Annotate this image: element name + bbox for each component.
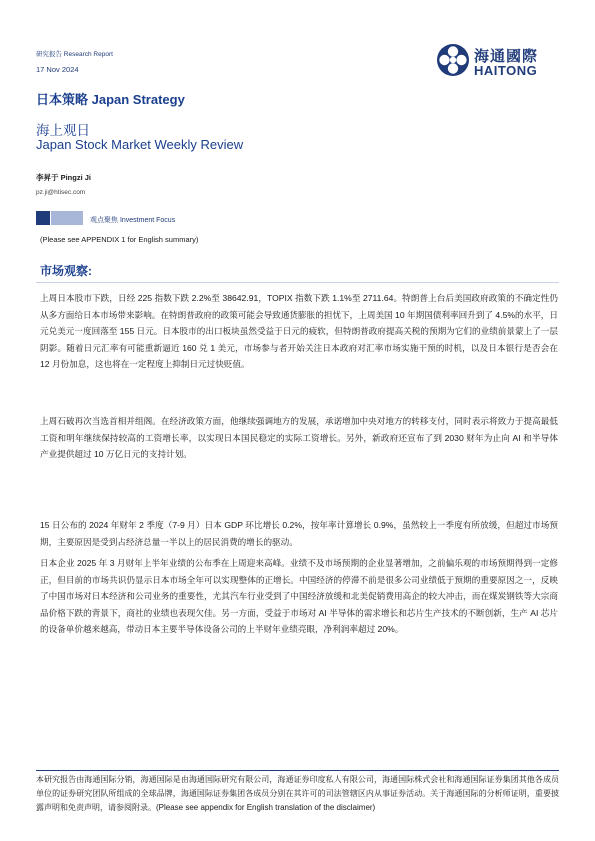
page-title-en: Japan Stock Market Weekly Review <box>36 137 244 152</box>
paragraph-earnings: 日本企业 2025 年 3 月财年上半年业绩的公布季在上周迎来高峰。业绩不及市场预期的企业显著增加，之前偏乐观的市场预期得到一定修正，但目前的市场共识仍显示日本市场全年可以实现整体的正增长。中国经济的停滞不前是很多公司业绩低于预期的重要原因之一，反映了中国市场对日本经济和公司业务的重要性，尤其汽车行业受到了中国经济放缓和北美促销费用高企的较大冲击，而在煤炭钢铁等大宗商品价格下跌的背景下，商社的业绩也表现欠佳。另一方面，受益于市场对 AI 半导体的需求增长和芯片生产技术的不断创新，生产 AI 芯片的设备单价越来越高，带动日本主要半导体设备公司的上半财年业绩亮眼，净利润率超过 20%。 <box>40 558 558 634</box>
page-title-cn: 海上观日 <box>36 123 90 138</box>
appendix-note: (Please see APPENDIX 1 for English summary) <box>40 235 199 244</box>
paragraph-market-overview: 上周日本股市下跌，日经 225 指数下跌 2.2%至 38642.91，TOPIX 指数下跌 1.1%至 2711.64。特朗普上台后美国政府政策的不确定性仍从多方面给日本市场带来影响。在特朗普政府的政策可能会导致通货膨胀的担忧下，上周美国 10 年期国债利率回升到了 4.5%的水平，日元兑美元一度回落至 155 日元。日本股市的出口板块虽然受益于日元的疲软，但特朗普政府提高关税的预期为它们的业绩前景蒙上了一层阴影。随着日元汇率有可能重新逼近 160 兑 1 美元，市场参与者开始关注日本政府对汇率市场实施干预的时机，以及日本银行是否会在 12 月份加息，这也将在一定程度上抑制日元过快贬值。 <box>40 293 558 369</box>
section-divider <box>36 282 559 283</box>
author-name: 李昇于 Pingzi Ji <box>36 173 92 182</box>
investment-focus-label: 观点聚焦 Investment Focus <box>90 217 176 224</box>
footer-divider <box>36 770 559 771</box>
footer-disclaimer: 本研究报告由海通国际分销，海通国际是由海通国际研究有限公司，海通证券印度私人有限公司，海通国际株式会社和海通国际证券集团其他各成员单位的证券研究团队所组成的全球品牌，海通国际证券集团各成员分别在其许可的司法管辖区内从事证券活动。关于海通国际的分析师证明，重要披露声明和免责声明，请参阅附录。(Please see appendix for English translation of the disclaimer) <box>36 775 559 812</box>
report-type-label: 研究报告 Research Report <box>36 51 113 58</box>
paragraph-government-policy: 上周石破再次当选首相并组阁。在经济政策方面，他继续强调地方的发展，承诺增加中央对地方的转移支付，同时表示将致力于提高最低工资和明年继续保持较高的工资增长率，以实现日本国民稳定的实际工资增长。另外，新政府还宣布了到 2030 财年为止向 AI 和半导体产业提供超过 10 万亿日元的支持计划。 <box>40 416 558 459</box>
logo-name-en: HAITONG <box>474 63 538 78</box>
series-title: 日本策略 Japan Strategy <box>36 92 185 107</box>
focus-decoration <box>36 211 83 225</box>
paragraph-gdp: 15 日公布的 2024 年财年 2 季度（7-9 月）日本 GDP 环比增长 0.2%，按年率计算增长 0.9%，虽然较上一季度有所放缓，但超过市场预期，主要原因是受到占经济总量一半以上的居民消费的增长的驱动。 <box>40 520 558 547</box>
author-email: pz.ji@htisec.com <box>36 189 86 196</box>
report-date: 17 Nov 2024 <box>36 65 79 74</box>
logo-name-cn: 海通國際 <box>474 48 539 65</box>
section-heading: 市场观察: <box>40 264 92 278</box>
